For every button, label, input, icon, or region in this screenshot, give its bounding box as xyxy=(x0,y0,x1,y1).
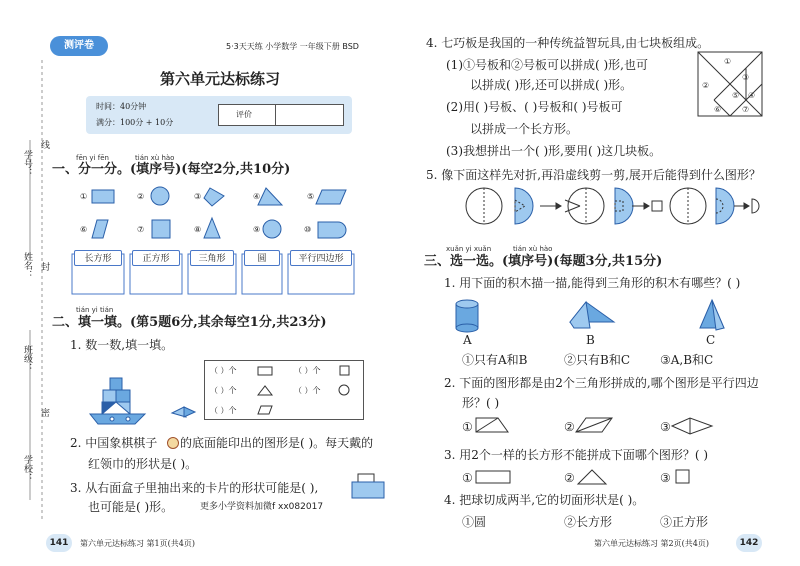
s3-q1-opt2: ②只有B和C xyxy=(564,353,631,367)
time-label: 时间：40分钟 xyxy=(96,102,147,111)
series-label: 5·3天天练 小学数学 一年级下册 BSD xyxy=(226,42,359,51)
class-label: 班级： xyxy=(22,345,32,372)
shape-num-7: ⑦ xyxy=(137,225,145,234)
s3-q4-opt3: ③正方形 xyxy=(660,515,709,529)
q4-part2-line2: 以拼成一个长方形。 xyxy=(470,122,579,136)
count-parallelogram: （ ）个 xyxy=(210,406,237,415)
shape-num-6: ⑥ xyxy=(80,225,88,234)
watermark-text: 更多小学资料加微f xx082017 xyxy=(200,502,324,512)
s2-pinyin: tián yi tián xyxy=(76,306,114,314)
right-footer-text: 第六单元达标练习 第2页(共4页) xyxy=(594,539,709,548)
category-parallelogram: 平行四边形 xyxy=(290,250,352,266)
s2-q3-line1: 3. 从右面盒子里抽出来的卡片的形状可能是( ), xyxy=(70,481,319,495)
test-badge: 测评卷 xyxy=(50,36,108,56)
s3-q1-opt1: ①只有A和B xyxy=(462,353,528,367)
shape-num-1: ① xyxy=(80,192,88,201)
q4-part1-line1: (1)①号板和②号板可以拼成( )形,也可 xyxy=(446,58,648,72)
svg-text:⑦: ⑦ xyxy=(742,105,750,114)
line-mark: 线 xyxy=(39,140,49,149)
s2-q3-line2: 也可能是( )形。 xyxy=(88,500,174,514)
shape-num-10: ⑩ xyxy=(304,225,312,234)
count-triangle: （ ）个 xyxy=(210,386,237,395)
s2-title: 二、填一填。(第5题6分,其余每空1分,共23分) xyxy=(52,315,327,330)
s3-q4: 4. 把球切成两半,它的切面形状是( )。 xyxy=(444,493,645,507)
s3-pinyin-1: xuǎn yi xuǎn xyxy=(446,245,492,253)
s3-q3: 3. 用2个一样的长方形不能拼成下面哪个图形？( ) xyxy=(444,448,709,462)
category-circle: 圆 xyxy=(244,250,280,266)
s3-pinyin-2: tián xù hào xyxy=(513,245,553,253)
s1-title: 一、分一分。(填序号)(每空2分,共10分) xyxy=(52,162,291,177)
count-rect: （ ）个 xyxy=(210,366,237,375)
s3-q1-opt3: ③A,B和C xyxy=(660,353,714,367)
s3-q3-opt3: ③ xyxy=(660,471,671,485)
count-circle: （ ）个 xyxy=(294,386,321,395)
shape-num-9: ⑨ xyxy=(253,225,261,234)
name-label: 姓名： xyxy=(22,252,32,279)
s3-q2-line1: 2. 下面的图形都是由2个三角形拼成的,哪个图形是平行四边 xyxy=(444,376,759,390)
s3-q2-opt1: ① xyxy=(462,420,473,434)
category-rectangle: 长方形 xyxy=(74,250,122,266)
s3-q4-opt1: ①圆 xyxy=(462,515,487,529)
s3-q2-line2: 形？( ) xyxy=(462,396,500,410)
s3-q2-opt2: ② xyxy=(564,420,575,434)
s2-q2-rest: 的底面能印出的图形是( )。每天戴的 xyxy=(180,436,374,450)
s3-q3-opt1: ① xyxy=(462,471,473,485)
right-page-number: 142 xyxy=(736,534,762,552)
page-title: 第六单元达标练习 xyxy=(160,70,281,88)
close-mark: 密 xyxy=(39,408,49,417)
s3-q1: 1. 用下面的积木描一描,能得到三角形的积木有哪些？( ) xyxy=(444,276,741,290)
s1-pinyin-2: tián xù hào xyxy=(135,154,175,162)
svg-text:①: ① xyxy=(724,57,732,66)
svg-text:⑤: ⑤ xyxy=(732,91,740,100)
q4-intro: 4. 七巧板是我国的一种传统益智玩具,由七块板组成。 xyxy=(426,36,710,50)
eval-label: 评价 xyxy=(236,110,252,119)
svg-text:②: ② xyxy=(702,81,710,90)
s2-q2-start: 2. 中国象棋棋子 xyxy=(70,436,158,450)
s2-q1: 1. 数一数,填一填。 xyxy=(70,338,174,352)
q4-part1-line2: 以拼成( )形,还可以拼成( )形。 xyxy=(470,78,633,92)
svg-text:③: ③ xyxy=(742,73,750,82)
s2-q2-line2: 红领巾的形状是( )。 xyxy=(88,457,198,471)
block-c-label: C xyxy=(706,333,716,347)
student-no-label: 学号： xyxy=(22,150,32,177)
count-square: （ ）个 xyxy=(294,366,321,375)
q4-part2-line1: (2)用( )号板、( )号板和( )号板可 xyxy=(446,100,623,114)
seal-mark: 封 xyxy=(39,262,49,271)
score-label: 满分：100分 + 10分 xyxy=(96,118,174,127)
q4-part3: (3)我想拼出一个( )形,要用( )这几块板。 xyxy=(446,144,662,158)
category-triangle: 三角形 xyxy=(190,250,234,266)
block-b-label: B xyxy=(586,333,595,347)
shape-num-4: ④ xyxy=(253,192,261,201)
shape-num-5: ⑤ xyxy=(307,192,315,201)
shape-num-2: ② xyxy=(137,192,145,201)
s1-pinyin-1: fēn yi fēn xyxy=(76,154,109,162)
s3-q3-opt2: ② xyxy=(564,471,575,485)
s3-q4-opt2: ②长方形 xyxy=(564,515,613,529)
school-label: 学校： xyxy=(22,455,32,482)
shape-num-8: ⑧ xyxy=(194,225,202,234)
block-a-label: A xyxy=(463,333,472,347)
s3-q2-opt3: ③ xyxy=(660,420,671,434)
svg-text:⑥: ⑥ xyxy=(714,105,722,114)
svg-text:④: ④ xyxy=(748,91,756,100)
left-footer-text: 第六单元达标练习 第1页(共4页) xyxy=(80,539,195,548)
q5-text: 5. 像下面这样先对折,再沿虚线剪一剪,展开后能得到什么图形？ xyxy=(426,168,761,182)
category-square: 正方形 xyxy=(132,250,180,266)
s3-title: 三、选一选。(填序号)(每题3分,共15分) xyxy=(424,254,663,269)
left-page-number: 141 xyxy=(46,534,72,552)
shape-num-3: ③ xyxy=(194,192,202,201)
